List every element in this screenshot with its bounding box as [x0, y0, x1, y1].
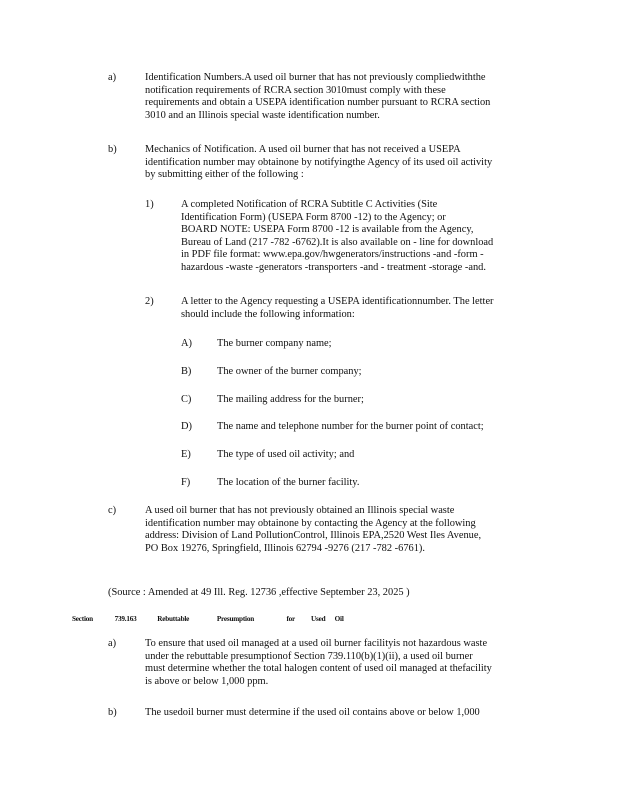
text-line: The type of used oil activity; and [217, 449, 355, 460]
section-title-word: Used [311, 615, 326, 623]
text-line: To ensure that used oil managed at a used oil burner facilityis not hazardous waste [145, 638, 488, 649]
source-note: (Source : Amended at 49 Ill. Reg. 12736 ,effective September 23, 2025 ) [108, 587, 410, 598]
subparagraph-text [181, 296, 542, 321]
section-title-word: Rebuttable [157, 615, 190, 623]
text-line: A used oil burner that has not previously obtained an Illinois special waste [145, 505, 455, 516]
paragraph-label: a) [108, 72, 117, 83]
text-line: requirements and obtain a USEPA identification number pursuant to RCRA section [145, 97, 491, 109]
section-heading [72, 613, 344, 626]
section-title-word: for [286, 615, 296, 623]
text-line: under the rebuttable presumptionof Section 739.110(b)(1)(ii), a used oil burner [145, 650, 473, 662]
text-line: Mechanics of Notification. A used oil burner that has not received a USEPA [145, 144, 461, 155]
section-title-word: Oil [334, 615, 344, 623]
paragraph-label: b) [108, 707, 117, 718]
paragraph-text [145, 72, 542, 122]
subparagraph-text [181, 199, 542, 275]
text-line: identification number may obtainone by contacting the Agency at the following [145, 517, 476, 529]
text-line: The owner of the burner company; [217, 366, 362, 377]
text-line: Identification Form) (USEPA Form 8700 -12) to the Agency; or [181, 211, 446, 223]
section-word: Section [72, 615, 93, 623]
paragraph-label: c) [108, 505, 117, 516]
list-item-text [217, 449, 542, 462]
text-line: BOARD NOTE: USEPA Form 8700 -12 is available from the Agency, [181, 224, 474, 236]
text-line: The burner company name; [217, 338, 332, 349]
text-line: address: Division of Land PollutionControl, Illinois EPA,2520 West Iles Avenue, [145, 530, 482, 542]
list-item-label: C) [181, 394, 192, 405]
list-item-label: D) [181, 421, 192, 432]
text-line: Bureau of Land (217 -782 -6762).It is also available on - line for download [181, 236, 494, 248]
list-item-text [217, 394, 542, 407]
text-line: The location of the burner facility. [217, 477, 360, 488]
list-item-text [217, 338, 542, 351]
list-item-label: B) [181, 366, 192, 377]
text-line: hazardous -waste -generators -transporters -and - treatment -storage -and. [181, 261, 486, 273]
text-line: by submitting either of the following : [145, 169, 304, 181]
text-line: Identification Numbers.A used oil burner that has not previously compliedwiththe [145, 72, 486, 83]
paragraph-label: a) [108, 638, 117, 649]
text-line: A letter to the Agency requesting a USEPA identificationnumber. The letter [181, 296, 494, 307]
text-line: must determine whether the total halogen content of used oil managed at thefacility [145, 663, 492, 675]
paragraph-text [145, 144, 542, 182]
text-line: PO Box 19276, Springfield, Illinois 62794 -9276 (217 -782 -6761). [145, 542, 425, 554]
text-line: The mailing address for the burner; [217, 394, 364, 405]
paragraph-text [145, 505, 542, 555]
list-item-label: E) [181, 449, 191, 460]
text-line: A completed Notification of RCRA Subtitle C Activities (Site [181, 199, 438, 210]
list-item-text [217, 421, 542, 434]
list-item-label: A) [181, 338, 192, 349]
section-number: 739.163 [114, 615, 137, 623]
section-title-word: Presumption [216, 615, 255, 623]
subparagraph-label: 2) [145, 296, 154, 307]
list-item-text [217, 366, 542, 379]
text-line: 3010 and an Illinois special waste identification number. [145, 109, 380, 121]
paragraph-label: b) [108, 144, 117, 155]
text-line: The usedoil burner must determine if the used oil contains above or below 1,000 [145, 707, 480, 718]
text-line: in PDF file format: www.epa.gov/hwgenerators/instructions -and -form - [181, 249, 484, 261]
text-line: The name and telephone number for the burner point of contact; [217, 421, 484, 432]
list-item-text [217, 477, 542, 490]
list-item-label: F) [181, 477, 191, 488]
text-line: notification requirements of RCRA section 3010must comply with these [145, 84, 446, 96]
paragraph-text [145, 638, 542, 688]
paragraph-text [145, 707, 542, 720]
text-line: identification number may obtainone by notifyingthe Agency of its used oil activity [145, 156, 493, 168]
subparagraph-label: 1) [145, 199, 154, 210]
text-line: should include the following information: [181, 308, 355, 320]
text-line: is above or below 1,000 ppm. [145, 675, 269, 687]
